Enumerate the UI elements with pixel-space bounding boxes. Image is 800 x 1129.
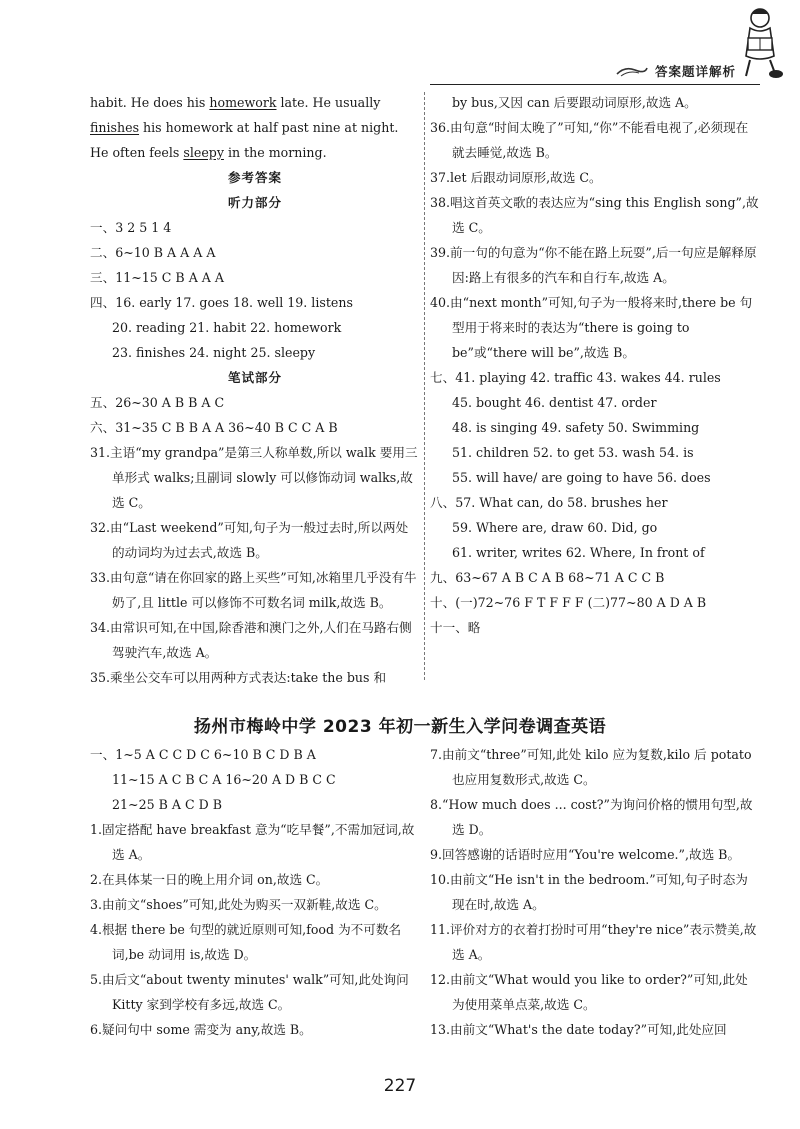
- right-column-bottom: [430, 742, 760, 1042]
- item-text: 由常识可知,在中国,除香港和澳门之外,人们在马路右侧驾驶汽车,故选 A。: [110, 620, 412, 660]
- continued-line: by bus,又因 can 后要跟动词原形,故选 A。: [452, 95, 697, 110]
- explanation-item: [430, 967, 760, 1017]
- answer-line: 45. bought 46. dentist 47. order: [452, 395, 657, 410]
- answer-line: 48. is singing 49. safety 50. Swimming: [452, 420, 700, 435]
- item-text: 评价对方的衣着打扮时可用“they're nice”表示赞美,故选 A。: [450, 922, 757, 962]
- header-rule: [430, 84, 760, 85]
- answer-line: 九、63~67 A B C A B 68~71 A C C B: [430, 570, 665, 585]
- passage-line-1: [90, 90, 420, 115]
- explanation-item: [430, 165, 760, 190]
- item-number: 12.: [430, 972, 451, 987]
- answer-line: 八、57. What can, do 58. brushes her: [430, 495, 668, 510]
- item-number: 37.: [430, 170, 451, 185]
- mascot-reader-icon: [736, 4, 786, 80]
- right-column-top: [430, 90, 760, 640]
- item-text: 主语“my grandpa”是第三人称单数,所以 walk 要用三单形式 walks;且副词 slowly 可以修饰动词 walks,故选 C。: [110, 445, 418, 510]
- item-text: 由“next month”可知,句子为一般将来时,there be 句型用于将来时的表达为“there is going to be”或“there will be”,故选 B。: [450, 295, 753, 360]
- brand-swoosh-icon: [615, 64, 649, 78]
- explanation-item: [90, 515, 420, 565]
- answer-line: 59. Where are, draw 60. Did, go: [452, 520, 658, 535]
- explanation-item: [430, 240, 760, 290]
- answer-line: 11~15 A C B C A 16~20 A D B C C: [112, 772, 336, 787]
- item-number: 3.: [90, 897, 103, 912]
- answer-line: 一、3 2 5 1 4: [90, 220, 172, 235]
- explanation-item: [430, 792, 760, 842]
- explanation-item: [90, 917, 420, 967]
- passage-text: in the morning.: [223, 145, 327, 160]
- item-number: 11.: [430, 922, 451, 937]
- answer-line: 21~25 B A C D B: [112, 797, 222, 812]
- answer-line: 二、6~10 B A A A A: [90, 245, 216, 260]
- item-text: 由“Last weekend”可知,句子为一般过去时,所以两处的动词均为过去式,故选 B。: [110, 520, 409, 560]
- explanation-item: [430, 115, 760, 165]
- item-text: 由前文“What would you like to order?”可知,此处为使用菜单点菜,故选 C。: [450, 972, 748, 1012]
- answers-heading: 参考答案: [227, 170, 282, 185]
- item-number: 2.: [90, 872, 103, 887]
- underlined-word: sleepy: [183, 145, 224, 160]
- item-number: 13.: [430, 1022, 451, 1037]
- exam-title: 扬州市梅岭中学 2023 年初一新生入学问卷调查英语: [193, 717, 607, 737]
- explanation-item: [90, 440, 420, 515]
- item-text: 前一句的句意为“你不能在路上玩耍”,后一句应是解释原因:路上有很多的汽车和自行车,故选 A。: [450, 245, 757, 285]
- answer-line: 55. will have/ are going to have 56. does: [452, 470, 711, 485]
- item-text: 唱这首英文歌的表达应为“sing this English song”,故选 C。: [450, 195, 759, 235]
- item-number: 7.: [430, 747, 443, 762]
- answer-line: 61. writer, writes 62. Where, In front of: [452, 545, 705, 560]
- passage-line-2: [90, 115, 420, 140]
- item-number: 1.: [90, 822, 103, 837]
- explanation-item: [430, 1017, 760, 1042]
- answer-line: 一、1~5 A C C D C 6~10 B C D B A: [90, 747, 316, 762]
- underlined-word: homework: [209, 95, 277, 110]
- answer-line: 十、(一)72~76 F T F F F (二)77~80 A D A B: [430, 595, 707, 610]
- item-number: 38.: [430, 195, 451, 210]
- page-number: 227: [383, 1076, 417, 1096]
- answer-line: 23. finishes 24. night 25. sleepy: [112, 345, 316, 360]
- item-text: “How much does ... cost?”为询问价格的惯用句型,故选 D。: [442, 797, 753, 837]
- explanation-item: [90, 817, 420, 867]
- passage-text: his homework at half past nine at night.: [139, 120, 399, 135]
- left-column-top: [90, 90, 420, 690]
- left-column-bottom: [90, 742, 420, 1042]
- answer-line: 20. reading 21. habit 22. homework: [112, 320, 342, 335]
- explanation-item: [90, 867, 420, 892]
- explanation-item: [90, 565, 420, 615]
- explanation-item: [430, 867, 760, 917]
- explanation-item: [90, 665, 420, 690]
- item-number: 39.: [430, 245, 451, 260]
- item-text: 由前文“What's the date today?”可知,此处应回: [450, 1022, 727, 1037]
- header-brand: [615, 60, 736, 82]
- explanation-item: [430, 742, 760, 792]
- item-text: 由后文“about twenty minutes' walk”可知,此处询问 Kitty 家到学校有多远,故选 C。: [102, 972, 409, 1012]
- item-text: 疑问句中 some 需变为 any,故选 B。: [102, 1022, 312, 1037]
- item-number: 36.: [430, 120, 451, 135]
- item-text: 由前文“shoes”可知,此处为购买一双新鞋,故选 C。: [102, 897, 387, 912]
- explanation-item: [430, 842, 760, 867]
- brand-text: 答案题详解析: [654, 64, 736, 79]
- item-number: 8.: [430, 797, 443, 812]
- item-text: 由前文“He isn't in the bedroom.”可知,句子时态为现在时,故选 A。: [450, 872, 748, 912]
- item-text: 根据 there be 句型的就近原则可知,food 为不可数名词,be 动词用 is,故选 D。: [102, 922, 402, 962]
- item-number: 9.: [430, 847, 443, 862]
- passage-text: late. He usually: [276, 95, 381, 110]
- item-text: 由句意“时间太晚了”可知,“你”不能看电视了,必须现在就去睡觉,故选 B。: [450, 120, 749, 160]
- item-number: 40.: [430, 295, 451, 310]
- item-text: 由句意“请在你回家的路上买些”可知,冰箱里几乎没有牛奶了,且 little 可以修饰不可数名词 milk,故选 B。: [110, 570, 417, 610]
- item-text: let 后跟动词原形,故选 C。: [450, 170, 602, 185]
- answer-line: 六、31~35 C B B A A 36~40 B C C A B: [90, 420, 338, 435]
- item-number: 33.: [90, 570, 111, 585]
- listening-heading: 听力部分: [227, 195, 282, 210]
- passage-text: He often feels: [90, 145, 184, 160]
- explanation-item: [430, 290, 760, 365]
- explanation-item: [90, 892, 420, 917]
- explanation-item: [430, 190, 760, 240]
- item-number: 35.: [90, 670, 111, 685]
- answer-line: 51. children 52. to get 53. wash 54. is: [452, 445, 694, 460]
- item-text: 在具体某一日的晚上用介词 on,故选 C。: [102, 872, 329, 887]
- answer-line: 五、26~30 A B B A C: [90, 395, 225, 410]
- passage-text: habit. He does his: [90, 95, 210, 110]
- answer-line: 三、11~15 C B A A A: [90, 270, 224, 285]
- item-number: 32.: [90, 520, 111, 535]
- explanation-item: [430, 917, 760, 967]
- item-text: 回答感谢的话语时应用“You're welcome.”,故选 B。: [442, 847, 741, 862]
- item-number: 6.: [90, 1022, 103, 1037]
- answer-line: 四、16. early 17. goes 18. well 19. listens: [90, 295, 353, 310]
- explanation-item: [90, 967, 420, 1017]
- explanation-item: [90, 1017, 420, 1042]
- item-number: 34.: [90, 620, 111, 635]
- underlined-word: finishes: [90, 120, 140, 135]
- explanation-item: [90, 615, 420, 665]
- item-text: 乘坐公交车可以用两种方式表达:take the bus 和: [110, 670, 387, 685]
- item-text: 由前文“three”可知,此处 kilo 应为复数,kilo 后 potato 也应用复数形式,故选 C。: [442, 747, 752, 787]
- passage-line-3: [90, 140, 420, 165]
- item-text: 固定搭配 have breakfast 意为“吃早餐”,不需加冠词,故选 A。: [102, 822, 415, 862]
- column-divider: [424, 92, 425, 680]
- written-heading: 笔试部分: [227, 370, 282, 385]
- answer-line: 七、41. playing 42. traffic 43. wakes 44. rules: [430, 370, 721, 385]
- item-number: 31.: [90, 445, 111, 460]
- answer-line: 十一、略: [430, 620, 481, 635]
- item-number: 10.: [430, 872, 451, 887]
- item-number: 5.: [90, 972, 103, 987]
- item-number: 4.: [90, 922, 103, 937]
